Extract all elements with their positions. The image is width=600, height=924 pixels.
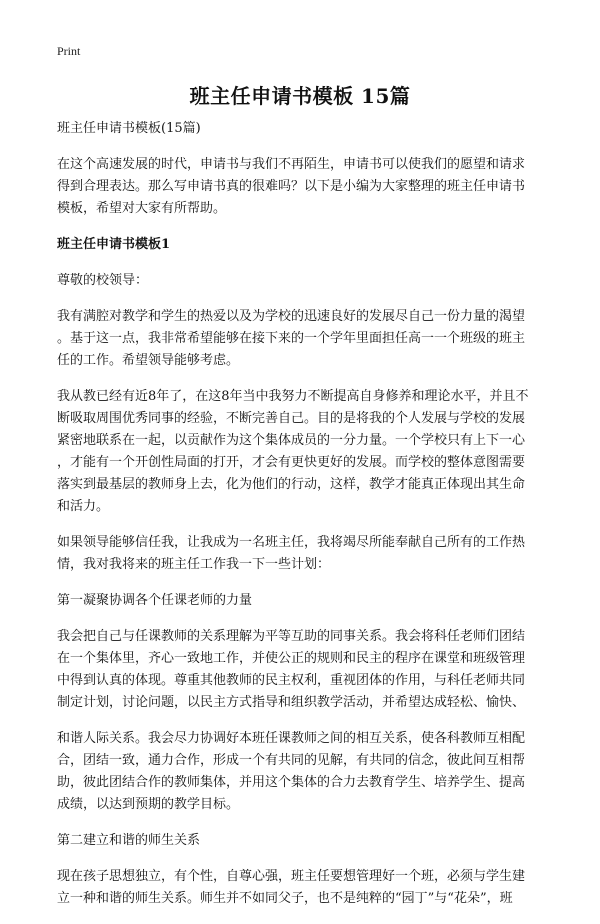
text-line: 立一种和谐的师生关系。师生并不如同父子，也不是纯粹的“园丁”与“花朵”，班	[57, 891, 513, 906]
document-body	[57, 118, 547, 924]
text-line: 合，团结一致，通力合作，形成一个有共同的见解，有共同的信念，彼此间互相帮	[57, 753, 526, 768]
paragraph-3	[57, 532, 547, 576]
text-line: ，才能有一个开创性局面的打开，才会有更快更好的发展。而学校的整体意图需要	[57, 455, 526, 470]
paragraph-4	[57, 626, 547, 714]
print-link[interactable]: Print	[57, 44, 81, 58]
text-line: 中得到认真的体现。尊重其他教师的民主权利，重视团体的作用，与科任老师共同	[57, 673, 526, 688]
text-line: 如果领导能够信任我，让我成为一名班主任，我将竭尽所能奉献自己所有的工作热	[57, 535, 526, 550]
text-line: 和谐人际关系。我会尽力协调好本班任课教师之间的相互关系，使各科教师互相配	[57, 731, 526, 746]
text-line: 任的工作。希望领导能够考虑。	[57, 353, 240, 368]
paragraph-5	[57, 728, 547, 816]
document-title: 班主任申请书模板 15篇	[189, 84, 411, 108]
text-line: 制定计划，讨论问题，以民主方式指导和组织教学活动，并希望达成轻松、愉快、	[57, 695, 526, 710]
text-line: 断吸取周围优秀同事的经验，不断完善自己。目的是将我的个人发展与学校的发展	[57, 411, 526, 426]
section-heading: 班主任申请书模板1	[57, 237, 171, 252]
text-line: 紧密地联系在一起，以贡献作为这个集体成员的一分力量。一个学校只有上下一心	[57, 433, 526, 448]
point-2-heading: 第二建立和谐的师生关系	[57, 833, 201, 848]
text-line: 现在孩子思想独立，有个性，自尊心强，班主任要想管理好一个班，必须与学生建	[57, 869, 526, 884]
text-line: 我会把自己与任课教师的关系理解为平等互助的同事关系。我会将科任老师们团结	[57, 629, 526, 644]
text-line: 在这个高速发展的时代，申请书与我们不再陌生，申请书可以使我们的愿望和请求	[57, 157, 526, 172]
document-subtitle: 班主任申请书模板(15篇)	[57, 121, 201, 136]
point-1-heading: 第一凝聚协调各个任课老师的力量	[57, 593, 253, 608]
text-line: 得到合理表达。那么写申请书真的很难吗？以下是小编为大家整理的班主任申请书	[57, 179, 526, 194]
text-line: 在一个集体里，齐心一致地工作，并使公正的规则和民主的程序在课堂和班级管理	[57, 651, 526, 666]
paragraph-2	[57, 386, 547, 518]
text-line: 助，彼此团结合作的教师集体，并用这个集体的合力去教育学生、培养学生、提高	[57, 775, 526, 790]
text-line: 。基于这一点，我非常希望能够在接下来的一个学年里面担任高一一个班级的班主	[57, 331, 526, 346]
paragraph-1	[57, 306, 547, 372]
salutation: 尊敬的校领导：	[57, 273, 149, 288]
paragraph-6	[57, 866, 547, 910]
text-line: 和活力。	[57, 499, 110, 514]
text-line: 我从教已经有近8年了，在这8年当中我努力不断提高自身修养和理论水平，并且不	[57, 389, 529, 404]
text-line: 落实到最基层的教师身上去，化为他们的行动，这样，教学才能真正体现出其生命	[57, 477, 526, 492]
intro-paragraph	[57, 154, 547, 220]
text-line: 成绩，以达到预期的教学目标。	[57, 797, 240, 812]
text-line: 情，我对我将来的班主任工作我一下一些计划：	[57, 557, 331, 572]
text-line: 模板，希望对大家有所帮助。	[57, 201, 227, 216]
text-line: 我有满腔对教学和学生的热爱以及为学校的迅速良好的发展尽自己一份力量的渴望	[57, 309, 526, 324]
